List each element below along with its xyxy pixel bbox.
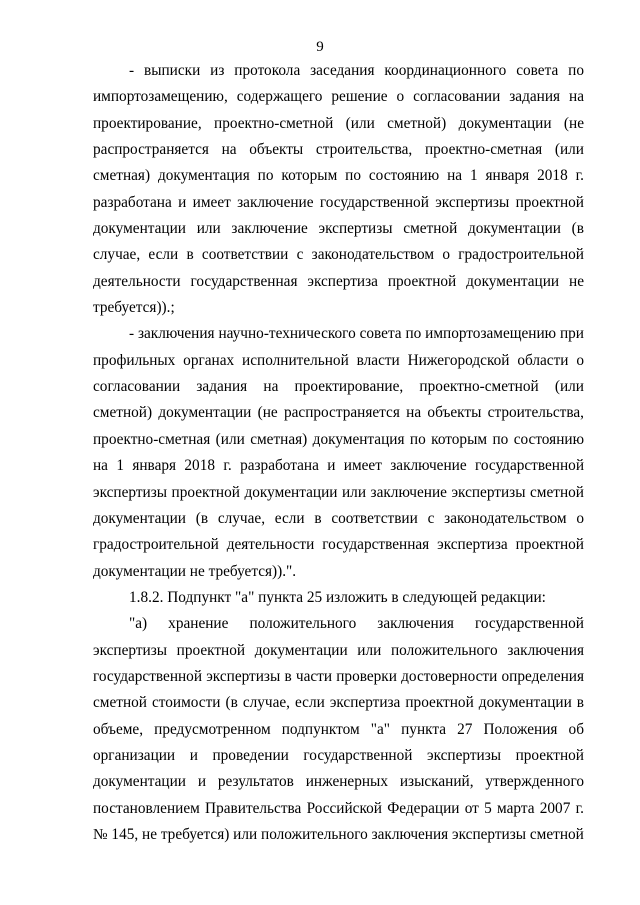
paragraph-coordination-council-extract: - выписки из протокола заседания координационного совета по импортозамещению, содержащего решение о согласовании задания на проектирование, проектно-сметной (или сметной) документации (не распространяется на объекты строительства, проектно-сметная (или сметная) документация по которым по состоянию на 1 января 2018 г. разработана и имеет заключение государственной экспертизы проектной документации или заключение экспертизы сметной документации (в случае, если в соответствии с законодательством о градостроительной деятельности государственная экспертиза проектной документации не требуется)).; <box>93 62 584 317</box>
paragraph-subclause-amendment: 1.8.2. Подпункт "а" пункта 25 изложить в следующей редакции: <box>129 588 546 606</box>
page-number: 9 <box>316 39 324 55</box>
paragraph-scientific-council-conclusion: - заключения научно-технического совета по импортозамещению при профильных органах исполнительной власти Нижегородской области о согласовании задания на проектирование, проектно-сметной (или сметной) документации (не распространяется на объекты строительства, проектно-сметная (или сметная) документация по которым по состоянию на 1 января 2018 г. разработана и имеет заключение государственной экспертизы проектной документации или заключение экспертизы сметной документации (в случае, если в соответствии с законодательством о градостроительной деятельности государственная экспертиза проектной документации не требуется)).". <box>93 325 584 580</box>
paragraph-subclause-a-text: "а) хранение положительного заключения государственной экспертизы проектной документации или положительного заключения государственной экспертизы в части проверки достоверности определения сметной стоимости (в случае, если экспертиза проектной документации в объеме, предусмотренном подпунктом "а" пункта 27 Положения об организации и проведении государственной экспертизы проектной документации и результатов инженерных изысканий, утвержденного постановлением Правительства Российской Федерации от 5 марта 2007 г. № 145, не требуется) или положительного заключения экспертизы сметной <box>93 615 584 843</box>
document-body <box>93 58 584 848</box>
